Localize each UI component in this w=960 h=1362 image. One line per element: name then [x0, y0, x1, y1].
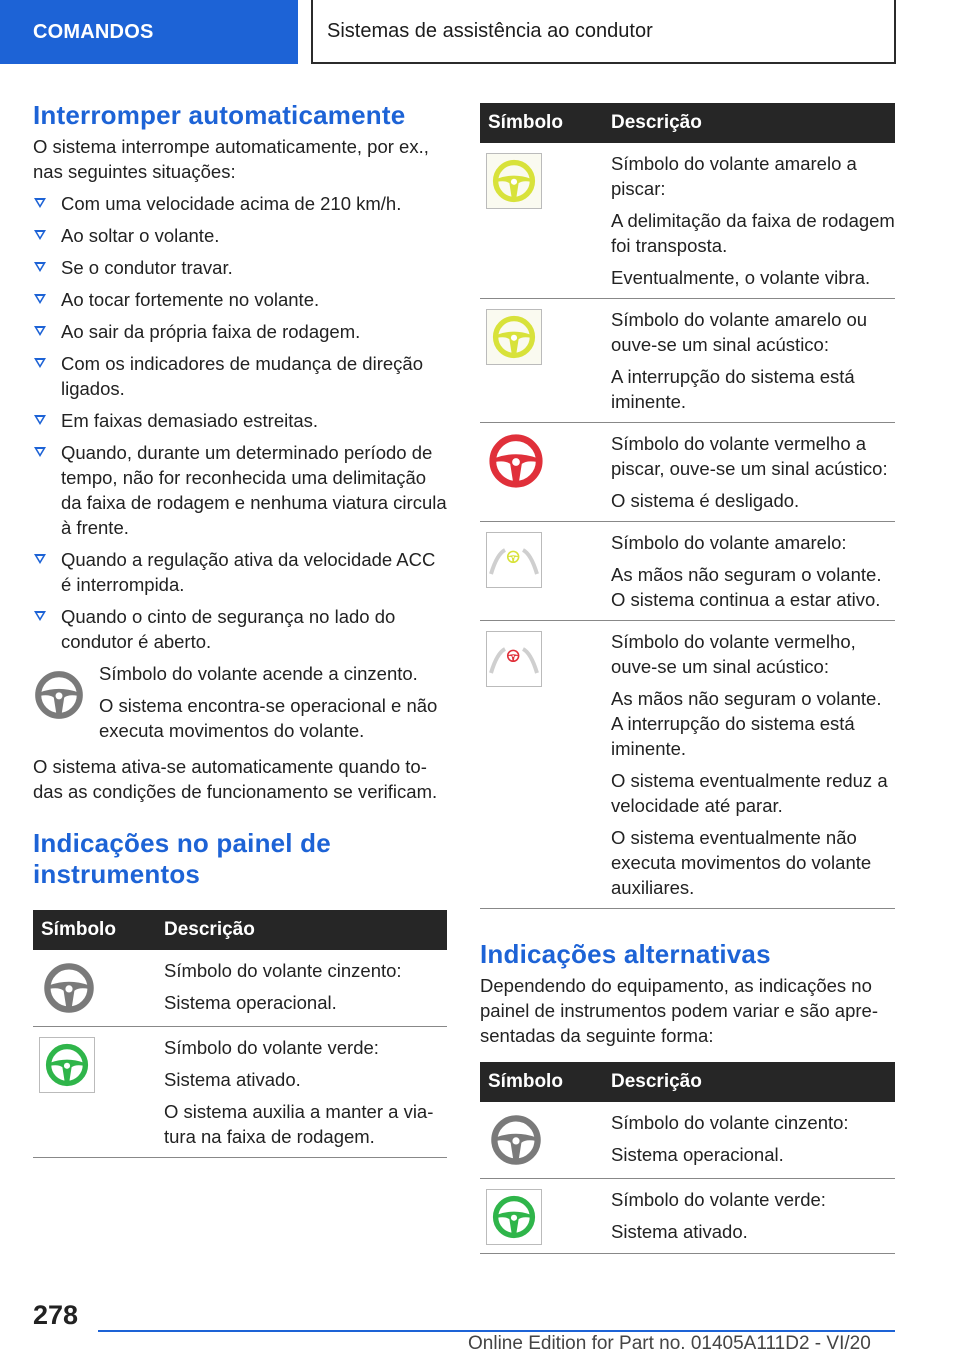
list-item: Com os indicadores de mudança de direção ligados. [33, 351, 447, 401]
table-header-symbol: Símbolo [480, 1062, 601, 1102]
table-row [480, 522, 895, 621]
steering-wheel-red-icon [487, 432, 545, 490]
steering-wheel-grey-icon [33, 669, 85, 721]
interrupt-conditions-list [33, 191, 447, 654]
steering-wheel-grey-icon [42, 961, 96, 1015]
section-title-indications: Indicações no painel de instrumentos [33, 828, 331, 889]
section-title-alternative: Indicações alternativas [480, 939, 771, 969]
intro-paragraph: O sistema interrompe automaticamente, por ex., nas seguintes situações: [33, 136, 429, 182]
table-row [33, 950, 447, 1027]
table-header-symbol: Símbolo [480, 103, 601, 143]
cell-text: Sistema ativado. [611, 1221, 748, 1242]
cell-text: A delimitação da faixa de rodagem foi transposta. [611, 210, 895, 256]
steering-wheel-green-icon [491, 1194, 537, 1240]
cell-text: O sistema eventualmente reduz a velocidade até parar. [611, 770, 888, 816]
steering-wheel-yellow-blinking-icon [491, 158, 537, 204]
cell-text: Símbolo do volante amarelo: [611, 532, 847, 553]
bullet-triangle-icon [34, 198, 46, 208]
alternative-intro: Dependendo do equipamento, as indicações no painel de instrumentos podem variar e são apresentadas da seguinte forma: [480, 975, 878, 1046]
section-title-interrupt: Interromper automaticamente [33, 100, 406, 130]
cell-text: Sistema operacional. [611, 1144, 784, 1165]
cell-text: Símbolo do volante cinzento: [611, 1112, 849, 1133]
table-header-description: Descrição [154, 910, 447, 950]
steering-wheel-grey-icon [489, 1113, 543, 1167]
cell-text: Símbolo do volante vermelho, ouve-se um sinal acústico: [611, 631, 856, 677]
table-header-description: Descrição [601, 1062, 895, 1102]
steering-wheel-yellow-icon [491, 314, 537, 360]
bullet-triangle-icon [34, 326, 46, 336]
note-text: Símbolo do volante acende a cinzento. [99, 663, 418, 684]
cell-text: Sistema ativado. [164, 1069, 301, 1090]
left-column [33, 100, 447, 1158]
right-column [480, 103, 895, 1254]
bullet-triangle-icon [34, 230, 46, 240]
list-item: Quando a regulação ativa da velocidade ACC é interrompida. [33, 547, 447, 597]
indications-table [33, 910, 447, 1158]
cell-text: Símbolo do volante vermelho a piscar, ouve-se um sinal acústico: [611, 433, 888, 479]
list-item: Em faixas demasiado estreitas. [33, 408, 447, 433]
cell-text: Sistema operacional. [164, 992, 337, 1013]
table-row [480, 143, 895, 299]
list-item: Ao sair da própria faixa de rodagem. [33, 319, 447, 344]
cell-text: O sistema eventualmente não executa movimentos do volante auxiliares. [611, 827, 872, 898]
bullet-triangle-icon [34, 262, 46, 272]
bullet-triangle-icon [34, 611, 46, 621]
cell-text: A interrupção do sistema está iminente. [611, 366, 855, 412]
table-row [480, 299, 895, 423]
list-item: Ao tocar fortemente no volante. [33, 287, 447, 312]
cell-text: As mãos não seguram o volante. A interrupção do sistema está iminente. [611, 688, 882, 759]
alternative-table [480, 1062, 895, 1254]
cell-text: Símbolo do volante verde: [611, 1189, 826, 1210]
warnings-table [480, 103, 895, 909]
footer-divider [98, 1330, 895, 1332]
table-header-description: Descrição [601, 103, 895, 143]
cell-text: Eventualmente, o volante vibra. [611, 267, 871, 288]
bullet-triangle-icon [34, 294, 46, 304]
list-item: Se o condutor travar. [33, 255, 447, 280]
bullet-triangle-icon [34, 447, 46, 457]
cell-text: Símbolo do volante verde: [164, 1037, 379, 1058]
footer-edition: Online Edition for Part no. 01405A111D2 - VI/20 [468, 1333, 871, 1354]
table-row [33, 1027, 447, 1158]
table-row [480, 423, 895, 522]
table-row [480, 1179, 895, 1254]
table-header-symbol: Símbolo [33, 910, 154, 950]
bullet-triangle-icon [34, 415, 46, 425]
cell-text: O sistema é desligado. [611, 490, 800, 511]
cell-text: Símbolo do volante cinzento: [164, 960, 402, 981]
list-item: Quando o cinto de segurança no lado do condutor é aberto. [33, 604, 447, 654]
table-row [480, 1102, 895, 1179]
activation-paragraph: O sistema ativa-se automaticamente quando todas as condições de funcionamento se verificam. [33, 756, 438, 802]
cell-text: Símbolo do volante amarelo ou ouve-se um sinal acústico: [611, 309, 868, 355]
grey-wheel-note [33, 661, 447, 750]
bullet-triangle-icon [34, 358, 46, 368]
page-number: 278 [33, 1300, 79, 1330]
header-chapter-label: Sistemas de assistência ao condutor [311, 0, 896, 64]
table-row [480, 621, 895, 909]
steering-wheel-green-icon [44, 1042, 90, 1088]
note-text: O sistema encontra-se operacional e não executa movimentos do volante. [99, 695, 438, 741]
hands-off-red-icon [486, 631, 542, 687]
list-item: Ao soltar o volante. [33, 223, 447, 248]
cell-text: Símbolo do volante amarelo a piscar: [611, 153, 857, 199]
hands-off-yellow-icon [486, 532, 542, 588]
cell-text: As mãos não seguram o volante. O sistema continua a estar ativo. [611, 564, 882, 610]
list-item: Com uma velocidade acima de 210 km/h. [33, 191, 447, 216]
bullet-triangle-icon [34, 554, 46, 564]
header-section-label: COMANDOS [0, 0, 298, 64]
cell-text: O sistema auxilia a manter a viatura na faixa de rodagem. [164, 1101, 434, 1147]
list-item: Quando, durante um determinado período de tempo, não for reconhecida uma delimitação da faixa de rodagem e nenhuma viatura circula à frente. [33, 440, 447, 540]
